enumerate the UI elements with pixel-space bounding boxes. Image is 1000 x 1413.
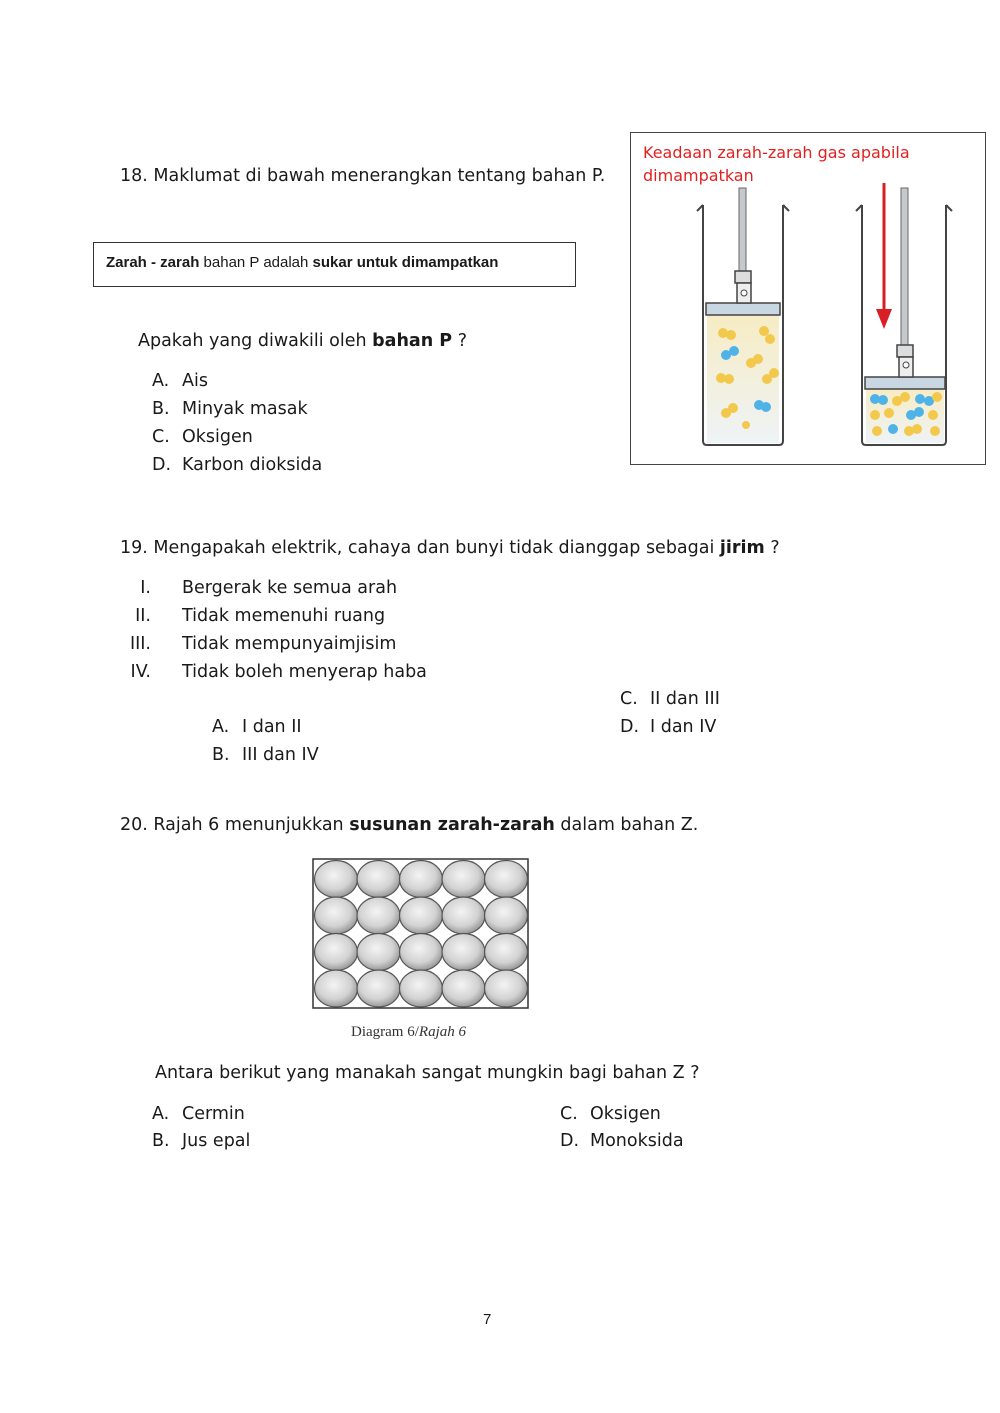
particle [485, 861, 528, 898]
q18-stem: 18. Maklumat di bawah menerangkan tentang bahan P. [120, 166, 606, 186]
particle [485, 970, 528, 1007]
q19-roman-2: II. [135, 606, 151, 626]
q20-option-a[interactable] [152, 1104, 245, 1124]
option-text: Karbon dioksida [182, 455, 323, 475]
q20-question-part2: susunan zarah-zarah [349, 815, 555, 835]
option-text: I dan II [242, 717, 302, 737]
q20-question [120, 815, 698, 835]
q19-roman-4: IV. [130, 662, 151, 682]
particle [442, 934, 485, 971]
q19-question-part1: 19. Mengapakah elektrik, cahaya dan bunyi tidak dianggap sebagai [120, 538, 720, 558]
cylinder-uncompressed [697, 188, 789, 445]
particle [400, 897, 443, 934]
q19-question-part2: jirim [719, 538, 765, 558]
q18-question-part3: ? [452, 331, 467, 351]
q20-question-part3: dalam bahan Z. [554, 815, 699, 835]
q19-option-d[interactable] [620, 717, 716, 737]
q19-option-b[interactable] [212, 745, 319, 765]
particle [485, 934, 528, 971]
q20-option-c[interactable] [560, 1104, 661, 1124]
q20-sub-question: Antara berikut yang manakah sangat mungkin bagi bahan Z ? [155, 1063, 700, 1083]
compression-arrow-icon [876, 183, 892, 329]
q18-option-a[interactable] [152, 371, 208, 391]
option-text: I dan IV [650, 717, 717, 737]
q19-roman-1: I. [140, 578, 151, 598]
option-letter: C. [152, 427, 170, 447]
option-text: Cermin [182, 1104, 245, 1124]
q20-option-d[interactable] [560, 1131, 684, 1151]
particle [400, 934, 443, 971]
q18-option-b[interactable] [152, 399, 308, 419]
diagram-caption-en: Diagram 6/ [351, 1024, 419, 1040]
cylinder-compressed [856, 188, 952, 445]
q18-question-part2: bahan P [372, 331, 453, 351]
option-text: III dan IV [242, 745, 319, 765]
option-letter: B. [212, 745, 230, 765]
particle [400, 970, 443, 1007]
particle [357, 861, 400, 898]
q19-statement-2: Tidak memenuhi ruang [182, 606, 386, 626]
q20-option-b[interactable] [152, 1131, 250, 1151]
q19-question-part3: ? [764, 538, 780, 558]
option-text: Minyak masak [182, 399, 308, 419]
particle [442, 897, 485, 934]
particle [357, 934, 400, 971]
option-text: Ais [182, 371, 208, 391]
option-letter: A. [152, 1104, 170, 1124]
q18-info-box [93, 242, 576, 287]
q19-statement-1: Bergerak ke semua arah [182, 578, 398, 598]
option-text: Monoksida [590, 1131, 684, 1151]
option-letter: D. [560, 1131, 580, 1151]
option-letter: B. [152, 1131, 170, 1151]
particle-arrangement-diagram [312, 858, 530, 1010]
diagram-caption-ms: Rajah 6 [418, 1024, 466, 1040]
particle [315, 861, 358, 898]
q19-option-c[interactable] [620, 689, 720, 709]
particle [315, 934, 358, 971]
q18-question [138, 331, 467, 351]
option-text: II dan III [650, 689, 720, 709]
particle [485, 897, 528, 934]
q19-statement-3: Tidak mempunyaimjisim [182, 634, 397, 654]
option-text: Oksigen [590, 1104, 661, 1124]
option-letter: C. [620, 689, 638, 709]
figure-caption: Keadaan zarah-zarah gas apabila dimampatkan [643, 143, 910, 185]
q18-info-part1: Zarah - zarah [106, 254, 200, 271]
option-letter: A. [152, 371, 170, 391]
syringe-illustration [631, 133, 985, 464]
q18-option-c[interactable] [152, 427, 253, 447]
particle [400, 861, 443, 898]
q18-info-part2: bahan P adalah [199, 254, 313, 271]
option-letter: B. [152, 399, 170, 419]
particle [357, 897, 400, 934]
q19-roman-3: III. [129, 634, 151, 654]
q18-question-part1: Apakah yang diwakili oleh [138, 331, 373, 351]
q18-option-d[interactable] [152, 455, 322, 475]
q20-question-part1: 20. Rajah 6 menunjukkan [120, 815, 350, 835]
option-letter: D. [152, 455, 172, 475]
particle [442, 970, 485, 1007]
option-letter: C. [560, 1104, 578, 1124]
option-text: Oksigen [182, 427, 253, 447]
particle [315, 970, 358, 1007]
page-number: 7 [483, 1311, 492, 1328]
q18-info-part3: sukar untuk dimampatkan [312, 254, 499, 271]
particle [442, 861, 485, 898]
diagram-caption [351, 1024, 466, 1041]
q19-question [120, 538, 780, 558]
particle [357, 970, 400, 1007]
q19-statement-4: Tidak boleh menyerap haba [182, 662, 427, 682]
option-letter: A. [212, 717, 230, 737]
option-letter: D. [620, 717, 640, 737]
q19-option-a[interactable] [212, 717, 302, 737]
particle [315, 897, 358, 934]
option-text: Jus epal [182, 1131, 251, 1151]
gas-compression-figure [630, 132, 986, 465]
